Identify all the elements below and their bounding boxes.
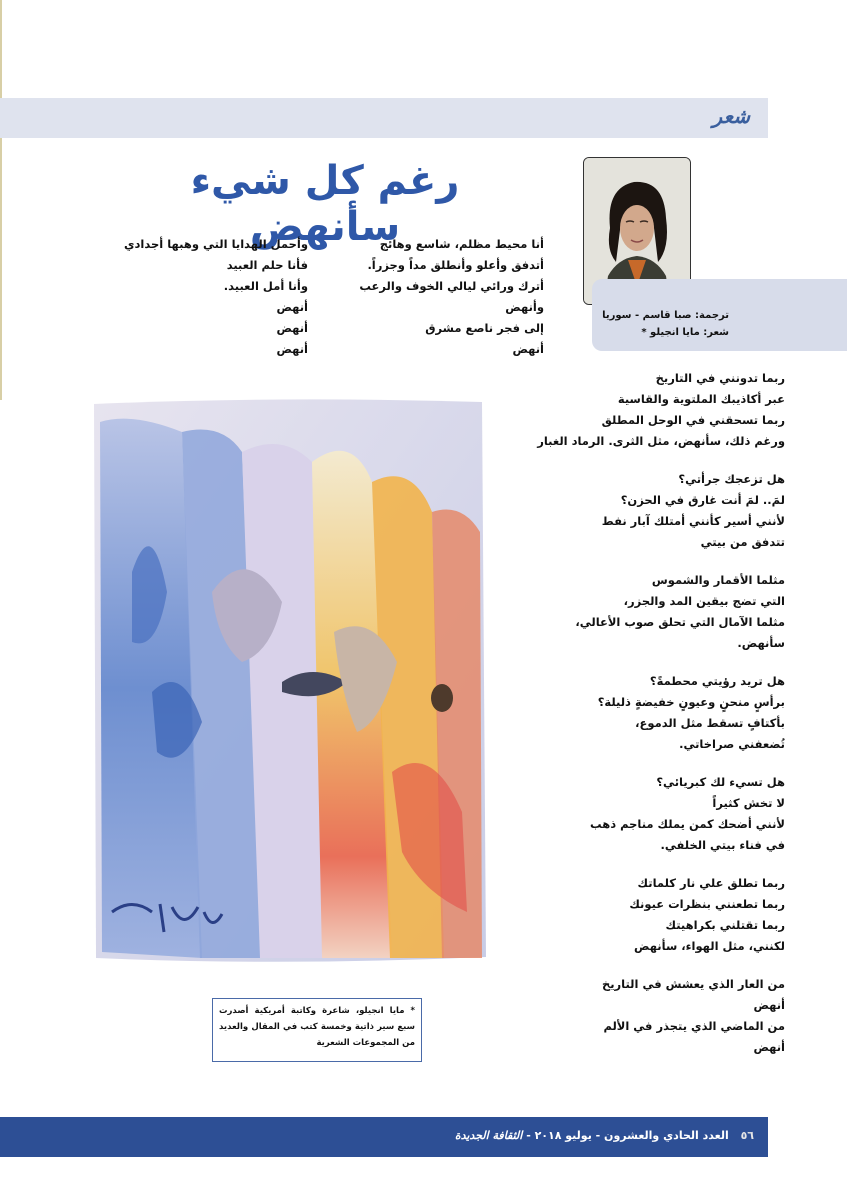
painting-illustration bbox=[72, 392, 497, 972]
poem-line: لكنني، مثل الهواء، سأنهض bbox=[634, 939, 785, 953]
poem-line: ورغم ذلك، سأنهض، مثل الثرى. الرماد الغبار bbox=[537, 434, 785, 448]
poem-column-top-right bbox=[359, 234, 544, 360]
poem-line: وأنهض bbox=[505, 300, 544, 314]
poem-line: وأحمل الهدايا التي وهبها أجدادي bbox=[123, 237, 308, 251]
stanza bbox=[537, 873, 785, 957]
poem-line: من العار الذي يعشش في التاريخ bbox=[601, 977, 785, 991]
poem-line: ربما تطعنني بنظرات عيونك bbox=[629, 897, 785, 911]
poem-line: من الماضي الذي يتجذر في الألم bbox=[603, 1019, 785, 1033]
poem-line: التي تضج بيقين المد والجزر، bbox=[623, 594, 785, 608]
poem-line: مثلما الأقمار والشموس bbox=[651, 573, 785, 587]
poem-line: في فناء بيتي الخلفي. bbox=[660, 838, 785, 852]
author-note: * مايا انجيلو، شاعرة وكاتبة أمريكية أصدرت سبع سير ذاتية وخمسة كتب في المقال والعديد من المجموعات الشعرية bbox=[212, 998, 422, 1062]
abstract-painting bbox=[72, 392, 497, 972]
credit-box bbox=[592, 279, 847, 351]
section-label: شعر bbox=[712, 104, 750, 128]
stanza bbox=[537, 671, 785, 755]
poem-line: أنا محيط مظلم، شاسع وهائج bbox=[379, 237, 544, 251]
poem-title: رغم كل شيء سأنهض bbox=[190, 158, 460, 250]
margin-rule bbox=[0, 0, 2, 400]
page-number: ٥٦ bbox=[740, 1129, 754, 1142]
poem-line: لمَ.. لمَ أنت غارق في الحزن؟ bbox=[620, 493, 785, 507]
poem-line: ربما تطلق علي نار كلماتك bbox=[637, 876, 785, 890]
poem-line: ربما تقتلني بكراهيتك bbox=[665, 918, 785, 932]
poem-line: أنهض bbox=[276, 321, 308, 335]
poem-line: أنهض bbox=[753, 998, 785, 1012]
poet-credit: شعر: مايا انجيلو * bbox=[641, 327, 729, 338]
stanza bbox=[537, 469, 785, 553]
poem-line: برأسٍ منحنٍ وعيونٍ خفيضةٍ ذليلة؟ bbox=[597, 695, 785, 709]
poem-line: أنهض bbox=[512, 342, 544, 356]
stanza bbox=[537, 368, 785, 452]
footer-text bbox=[455, 1129, 754, 1142]
poem-line: مثلما الآمال التي تحلق صوب الأعالي، bbox=[575, 615, 785, 629]
poem-line: لا تخش كثيراً bbox=[712, 796, 785, 810]
stanza bbox=[537, 570, 785, 654]
poem-line: أنهض bbox=[276, 300, 308, 314]
poem-line: أتدفق وأعلو وأنطلق مداً وجزراً. bbox=[367, 258, 544, 272]
poem-line: أنهض bbox=[753, 1040, 785, 1054]
poem-line: أترك ورائي ليالي الخوف والرعب bbox=[359, 279, 544, 293]
translator-credit: ترجمة: صبا قاسم - سوريا bbox=[602, 310, 729, 321]
poem-line: ربما تدونني في التاريخ bbox=[655, 371, 785, 385]
poem-line: لأنني أضحك كمن يملك مناجم ذهب bbox=[590, 817, 785, 831]
poem-line: سأنهض. bbox=[737, 636, 785, 650]
poem-line: فأنا حلم العبيد bbox=[226, 258, 308, 272]
poem-line: هل تريد رؤيتي محطمةً؟ bbox=[649, 674, 785, 688]
poem-column-top-left bbox=[124, 234, 308, 360]
poem-line: تُضعفني صراخاتي. bbox=[679, 737, 785, 751]
poem-line: هل تزعجك جرأتي؟ bbox=[678, 472, 785, 486]
magazine-name: الثقافة الجديدة bbox=[454, 1129, 523, 1142]
issue-info: العدد الحادي والعشرون - يوليو ٢٠١٨ - bbox=[526, 1129, 729, 1142]
poem-line: عبر أكاذيبك الملتوية والقاسية bbox=[617, 392, 785, 406]
poem-line: تتدفق من بيتي bbox=[700, 535, 785, 549]
poem-line: وأنا أمل العبيد. bbox=[223, 279, 308, 293]
stanza bbox=[537, 974, 785, 1058]
section-header-bar bbox=[0, 98, 768, 138]
poem-line: بأكتافٍ تسقط مثل الدموع، bbox=[635, 716, 785, 730]
poem-line: إلى فجر ناصع مشرق bbox=[425, 321, 544, 335]
poem-line: أنهض bbox=[276, 342, 308, 356]
poem-line: لأنني أسير كأنني أمتلك آبار نفط bbox=[601, 514, 785, 528]
poem-column-main bbox=[537, 368, 785, 1075]
stanza bbox=[537, 772, 785, 856]
poem-line: ربما تسحقني في الوحل المطلق bbox=[601, 413, 785, 427]
poem-line: هل تسيء لك كبريائي؟ bbox=[656, 775, 785, 789]
footer-bar bbox=[0, 1117, 768, 1157]
